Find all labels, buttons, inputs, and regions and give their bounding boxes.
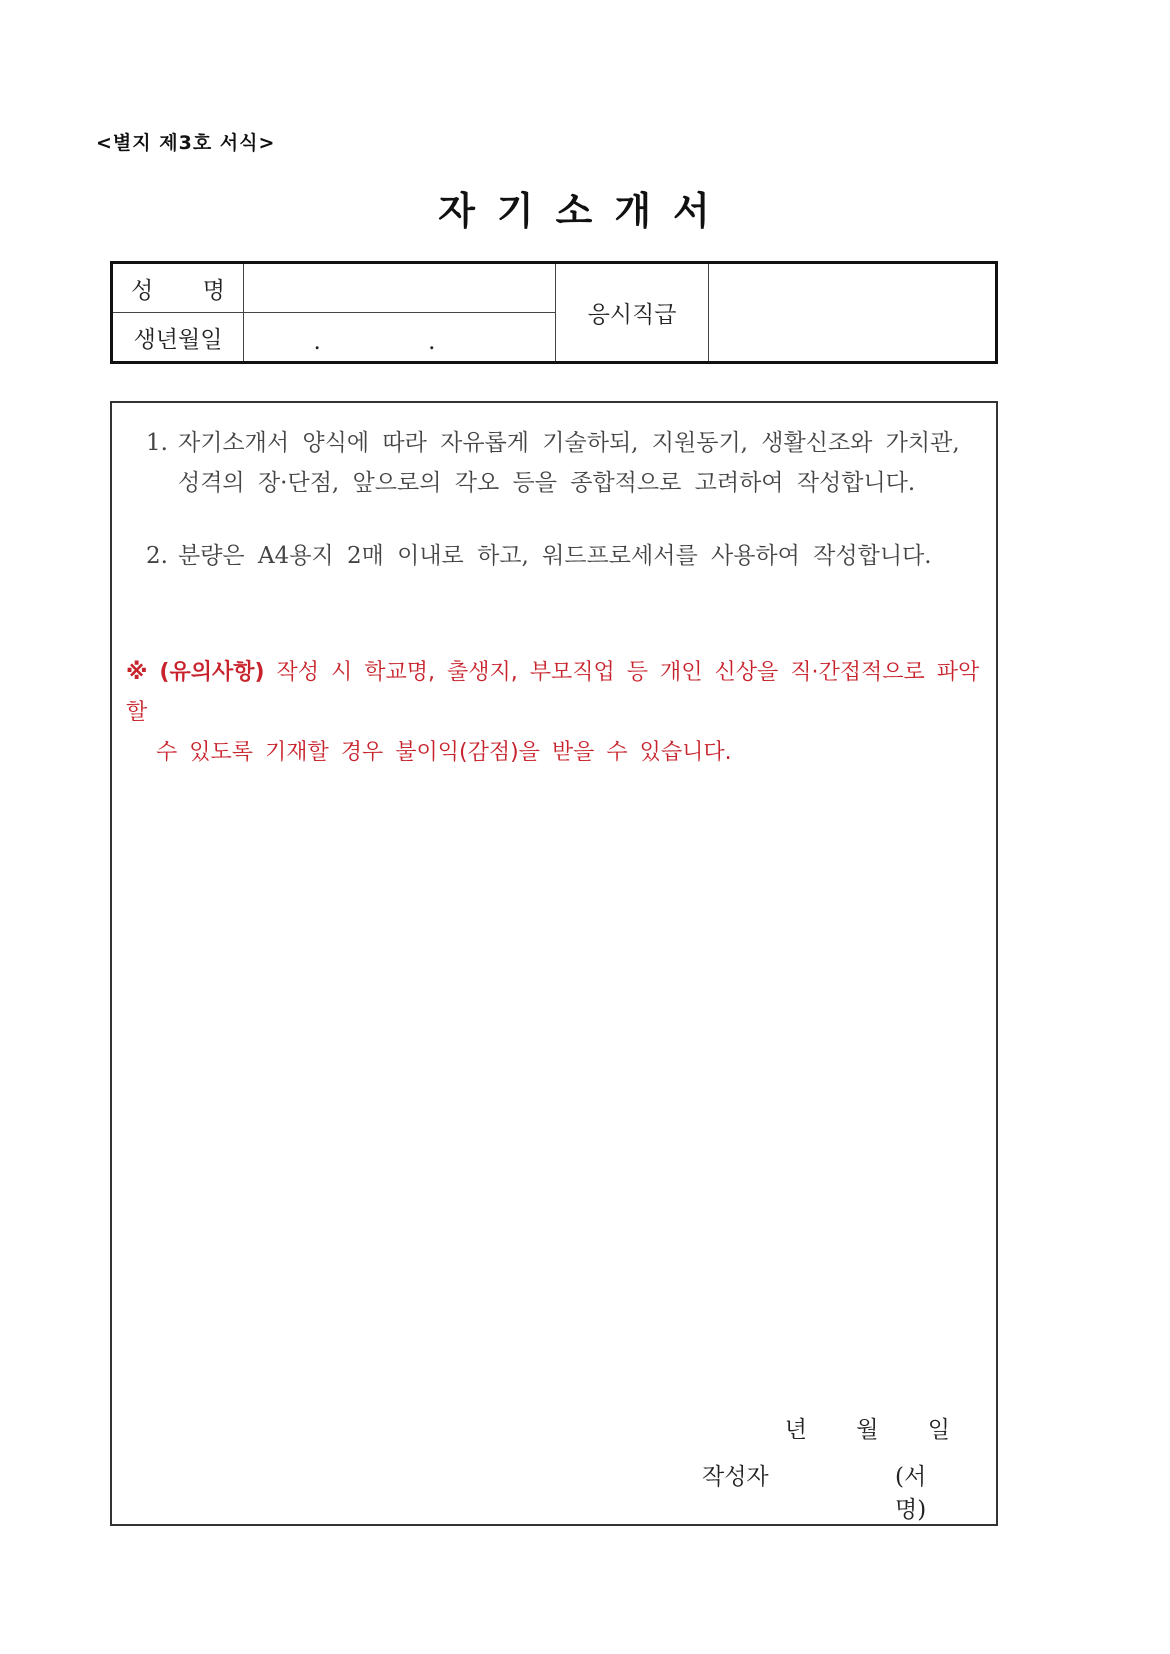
name-label-part: 명	[202, 277, 225, 304]
date-line	[743, 1411, 950, 1444]
notice-symbol: ※	[126, 660, 148, 685]
position-field[interactable]	[709, 263, 997, 363]
year-label: 년	[784, 1417, 807, 1443]
name-field[interactable]	[244, 263, 556, 313]
notice-text: 작성 시 학교명, 출생지, 부모직업 등 개인 신상을 직·간접적으로 파악할	[126, 660, 980, 725]
notice-block	[126, 653, 986, 773]
position-label: 응시직급	[556, 263, 709, 363]
author-label: 작성자	[702, 1464, 769, 1490]
instruction-number: 1.	[146, 430, 168, 456]
birth-date-field[interactable]: . .	[244, 313, 556, 363]
instruction-number: 2.	[146, 543, 168, 569]
instruction-text: 성격의 장·단점, 앞으로의 각오 등을 종합적으로 고려하여 작성합니다.	[178, 470, 916, 496]
name-label-part: 성	[131, 277, 154, 304]
form-number-label: <별지 제3호 서식>	[96, 132, 276, 154]
content-box[interactable]	[110, 401, 998, 1526]
name-label-cell	[112, 263, 244, 313]
document-title: 자기소개서	[438, 189, 732, 233]
signature-line	[702, 1458, 952, 1523]
notice-text: 수 있도록 기재할 경우 불이익(감점)을 받을 수 있습니다.	[156, 740, 732, 765]
birth-label: 생년월일	[112, 313, 244, 363]
signature-label: (서명)	[895, 1464, 927, 1523]
instruction-item	[146, 423, 960, 503]
instruction-text: 자기소개서 양식에 따라 자유롭게 기술하되, 지원동기, 생활신조와 가치관,	[178, 430, 960, 456]
instruction-text: 분량은 A4용지 2매 이내로 하고, 워드프로세서를 사용하여 작성합니다.	[178, 543, 932, 569]
month-label: 월	[856, 1417, 879, 1443]
instruction-item	[146, 536, 932, 576]
notice-label: (유의사항)	[159, 660, 265, 685]
applicant-info-table	[110, 261, 998, 364]
day-label: 일	[927, 1417, 950, 1443]
